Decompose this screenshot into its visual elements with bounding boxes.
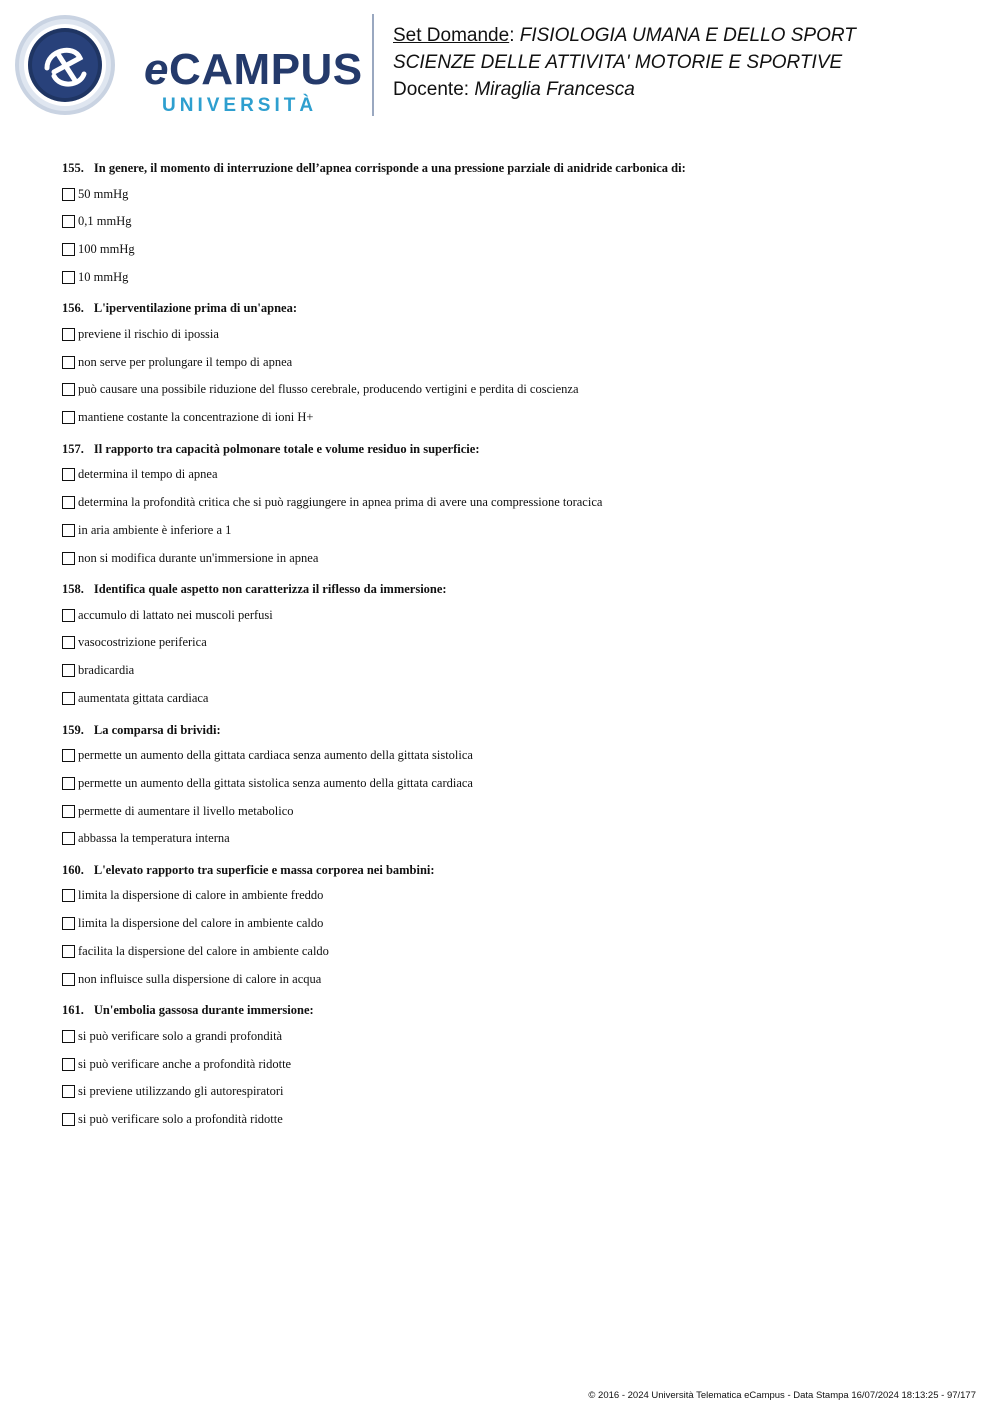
ecampus-logo xyxy=(14,14,363,116)
ecampus-emblem-icon xyxy=(14,14,116,116)
answer-checkbox[interactable] xyxy=(62,1113,75,1126)
answer-option[interactable] xyxy=(62,887,962,905)
answer-checkbox[interactable] xyxy=(62,496,75,509)
page-header xyxy=(0,0,1000,130)
answer-label: previene il rischio di ipossia xyxy=(78,326,219,341)
question-number: 159. xyxy=(62,722,84,737)
answer-checkbox[interactable] xyxy=(62,383,75,396)
question-title xyxy=(62,300,962,316)
answer-label: vasocostrizione periferica xyxy=(78,635,207,650)
answer-option[interactable] xyxy=(62,409,962,427)
answer-label: permette di aumentare il livello metabolico xyxy=(78,803,294,818)
answer-option[interactable] xyxy=(62,241,962,259)
header-info xyxy=(393,22,856,103)
answer-checkbox[interactable] xyxy=(62,1030,75,1043)
answer-checkbox[interactable] xyxy=(62,188,75,201)
answer-checkbox[interactable] xyxy=(62,328,75,341)
answer-checkbox[interactable] xyxy=(62,215,75,228)
answer-checkbox[interactable] xyxy=(62,973,75,986)
header-divider xyxy=(372,14,374,116)
answer-label: bradicardia xyxy=(78,663,135,678)
question-number: 158. xyxy=(62,582,84,597)
question-text: In genere, il momento di interruzione dell’apnea corrisponde a una pressione parziale di anidride carbonica di: xyxy=(93,161,686,175)
universita-wordmark: UNIVERSITÀ xyxy=(162,95,318,116)
answer-option[interactable] xyxy=(62,690,962,708)
question-number: 160. xyxy=(62,862,84,877)
answer-checkbox[interactable] xyxy=(62,777,75,790)
teacher-label: Docente: xyxy=(393,79,475,100)
question-title xyxy=(62,862,962,878)
answer-checkbox[interactable] xyxy=(62,524,75,537)
answer-label: facilita la dispersione del calore in ambiente caldo xyxy=(78,944,329,959)
answer-label: si può verificare anche a profondità ridotte xyxy=(78,1056,292,1071)
answer-label: accumulo di lattato nei muscoli perfusi xyxy=(78,607,273,622)
answer-option[interactable] xyxy=(62,1083,962,1101)
answer-label: 10 mmHg xyxy=(78,269,129,284)
question-block xyxy=(62,160,962,286)
answer-checkbox[interactable] xyxy=(62,271,75,284)
answer-checkbox[interactable] xyxy=(62,411,75,424)
answer-option[interactable] xyxy=(62,1027,962,1045)
answer-option[interactable] xyxy=(62,634,962,652)
question-number: 157. xyxy=(62,441,84,456)
program-title: SCIENZE DELLE ATTIVITA' MOTORIE E SPORTIVE xyxy=(393,52,843,73)
answer-option[interactable] xyxy=(62,213,962,231)
question-block xyxy=(62,722,962,848)
answer-label: limita la dispersione del calore in ambiente caldo xyxy=(78,916,324,931)
answer-label: permette un aumento della gittata sistolica senza aumento della gittata cardiaca xyxy=(78,775,473,790)
answer-checkbox[interactable] xyxy=(62,692,75,705)
page-footer: © 2016 - 2024 Università Telematica eCampus - Data Stampa 16/07/2024 18:13:25 - 97/177 xyxy=(588,1390,976,1401)
answer-option[interactable] xyxy=(62,830,962,848)
question-number: 161. xyxy=(62,1003,84,1018)
set-separator: : xyxy=(509,25,520,46)
question-text: La comparsa di brividi: xyxy=(93,722,221,737)
answer-checkbox[interactable] xyxy=(62,945,75,958)
answer-checkbox[interactable] xyxy=(62,664,75,677)
question-text: Il rapporto tra capacità polmonare totale e volume residuo in superficie: xyxy=(93,441,480,456)
answer-option[interactable] xyxy=(62,774,962,792)
answer-label: determina il tempo di apnea xyxy=(78,467,218,482)
question-block xyxy=(62,1002,962,1128)
answer-checkbox[interactable] xyxy=(62,917,75,930)
answer-label: non influisce sulla dispersione di calore in acqua xyxy=(78,971,322,986)
answer-checkbox[interactable] xyxy=(62,749,75,762)
answer-label: 50 mmHg xyxy=(78,186,129,201)
answer-option[interactable] xyxy=(62,325,962,343)
answer-label: si previene utilizzando gli autorespiratori xyxy=(78,1084,284,1099)
question-title xyxy=(62,160,962,176)
answer-option[interactable] xyxy=(62,662,962,680)
answer-checkbox[interactable] xyxy=(62,468,75,481)
question-block xyxy=(62,862,962,988)
answer-option[interactable] xyxy=(62,747,962,765)
answer-label: limita la dispersione di calore in ambiente freddo xyxy=(78,888,324,903)
answer-label: 100 mmHg xyxy=(78,242,135,257)
answer-option[interactable] xyxy=(62,943,962,961)
answer-label: 0,1 mmHg xyxy=(78,214,132,229)
answer-checkbox[interactable] xyxy=(62,1058,75,1071)
set-label: Set Domande xyxy=(393,25,510,46)
question-block xyxy=(62,441,962,567)
answer-checkbox[interactable] xyxy=(62,1085,75,1098)
answer-checkbox[interactable] xyxy=(62,636,75,649)
answer-option[interactable] xyxy=(62,185,962,203)
question-block xyxy=(62,300,962,426)
answer-option[interactable] xyxy=(62,381,962,399)
answer-option[interactable] xyxy=(62,521,962,539)
answer-option[interactable] xyxy=(62,494,962,512)
answer-option[interactable] xyxy=(62,1111,962,1129)
answer-label: abbassa la temperatura interna xyxy=(78,831,230,846)
answer-option[interactable] xyxy=(62,353,962,371)
question-title xyxy=(62,1002,962,1018)
question-text: Identifica quale aspetto non caratterizza il riflesso da immersione: xyxy=(93,582,447,597)
answer-label: aumentata gittata cardiaca xyxy=(78,691,209,706)
set-line xyxy=(393,22,856,49)
question-number: 156. xyxy=(62,301,84,316)
question-title xyxy=(62,441,962,457)
answer-checkbox[interactable] xyxy=(62,805,75,818)
answer-checkbox[interactable] xyxy=(62,609,75,622)
answer-option[interactable] xyxy=(62,1055,962,1073)
answer-label: si può verificare solo a grandi profondità xyxy=(78,1028,283,1043)
answer-label: può causare una possibile riduzione del flusso cerebrale, producendo vertigini e perdita di coscienza xyxy=(78,382,579,397)
question-list xyxy=(62,160,962,1143)
answer-option[interactable] xyxy=(62,268,962,286)
answer-checkbox[interactable] xyxy=(62,243,75,256)
ecampus-wordmark: eCAMPUS xyxy=(144,45,363,94)
answer-label: mantiene costante la concentrazione di ioni H+ xyxy=(78,410,314,425)
question-number: 155. xyxy=(62,161,84,175)
answer-checkbox[interactable] xyxy=(62,356,75,369)
answer-option[interactable] xyxy=(62,970,962,988)
answer-checkbox[interactable] xyxy=(62,832,75,845)
question-text: L'elevato rapporto tra superficie e massa corporea nei bambini: xyxy=(93,862,435,877)
question-title xyxy=(62,722,962,738)
question-text: Un'embolia gassosa durante immersione: xyxy=(93,1003,314,1018)
question-block xyxy=(62,581,962,707)
answer-label: permette un aumento della gittata cardiaca senza aumento della gittata sistolica xyxy=(78,748,473,763)
answer-label: in aria ambiente è inferiore a 1 xyxy=(78,522,232,537)
answer-option[interactable] xyxy=(62,549,962,567)
answer-checkbox[interactable] xyxy=(62,889,75,902)
answer-option[interactable] xyxy=(62,606,962,624)
answer-label: non serve per prolungare il tempo di apnea xyxy=(78,354,293,369)
answer-option[interactable] xyxy=(62,802,962,820)
answer-option[interactable] xyxy=(62,915,962,933)
answer-label: determina la profondità critica che si può raggiungere in apnea prima di avere una compressione toracica xyxy=(78,495,603,510)
answer-option[interactable] xyxy=(62,466,962,484)
answer-label: non si modifica durante un'immersione in apnea xyxy=(78,550,319,565)
course-title: FISIOLOGIA UMANA E DELLO SPORT xyxy=(519,25,856,46)
question-title xyxy=(62,581,962,597)
teacher-name: Miraglia Francesca xyxy=(474,79,635,100)
answer-label: si può verificare solo a profondità ridotte xyxy=(78,1112,283,1127)
answer-checkbox[interactable] xyxy=(62,552,75,565)
teacher-line xyxy=(393,76,856,103)
question-text: L'iperventilazione prima di un'apnea: xyxy=(93,301,298,316)
